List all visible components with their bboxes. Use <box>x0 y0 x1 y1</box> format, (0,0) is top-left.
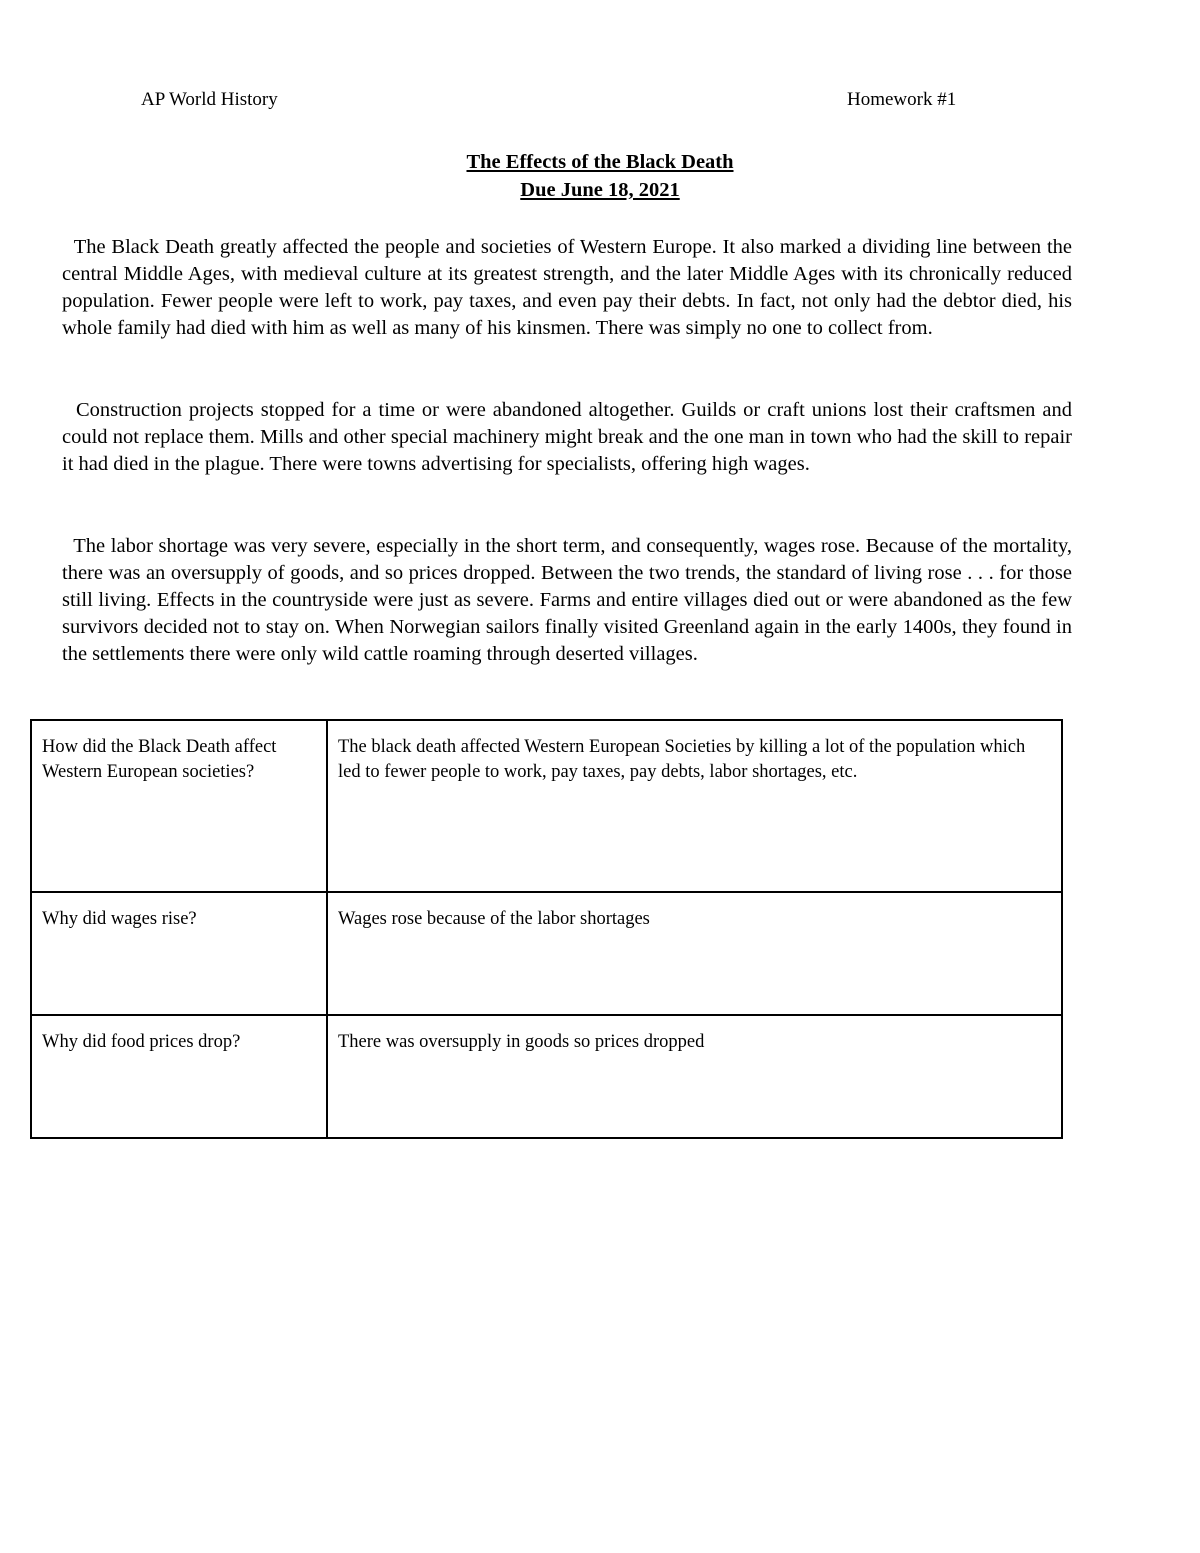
answer-cell: The black death affected Western European Societies by killing a lot of the population which led to fewer people to work, pay taxes, pay debts, labor shortages, etc. <box>327 720 1062 892</box>
paragraph-3-text: The labor shortage was very severe, especially in the short term, and consequently, wages rose. Because of the mortality, there was an oversupply of goods, and so prices dropped. Between the two trends, the standard of living rose . . . for those still living. Effects in the countryside were just as severe. Farms and entire villages died out or were abandoned as the few survivors decided not to stay on. When Norwegian sailors finally visited Greenland again in the early 1400s, they found in the settlements there were only wild cattle roaming through deserted villages. <box>62 535 1073 665</box>
course-name: AP World History <box>141 89 278 110</box>
question-answer-table <box>30 719 1063 1139</box>
paragraph-2 <box>62 397 1072 478</box>
document-title: The Effects of the Black Death <box>466 151 734 173</box>
paragraph-3 <box>62 533 1072 668</box>
table-row <box>31 720 1062 892</box>
table-row <box>31 1015 1062 1138</box>
paragraph-1-text: The Black Death greatly affected the people and societies of Western Europe. It also marked a dividing line between the central Middle Ages, with medieval culture at its greatest strength, and the later Middle Ages with its chronically reduced population. Fewer people were left to work, pay taxes, and even pay their debts. In fact, not only had the debtor died, his whole family had died with him as well as many of his kinsmen. There was simply no one to collect from. <box>62 236 1073 339</box>
question-cell: How did the Black Death affect Western European societies? <box>31 720 327 892</box>
question-cell: Why did food prices drop? <box>31 1015 327 1138</box>
question-cell: Why did wages rise? <box>31 892 327 1015</box>
assignment-number: Homework #1 <box>847 89 957 110</box>
due-date: Due June 18, 2021 <box>520 179 680 201</box>
paragraph-1 <box>62 234 1072 342</box>
title-block <box>0 148 1200 204</box>
table-row <box>31 892 1062 1015</box>
answer-cell: Wages rose because of the labor shortages <box>327 892 1062 1015</box>
paragraph-2-text: Construction projects stopped for a time or were abandoned altogether. Guilds or craft unions lost their craftsmen and could not replace them. Mills and other special machinery might break and the one man in town who had the skill to repair it had died in the plague. There were towns advertising for specialists, offering high wages. <box>62 399 1073 475</box>
answer-cell: There was oversupply in goods so prices dropped <box>327 1015 1062 1138</box>
